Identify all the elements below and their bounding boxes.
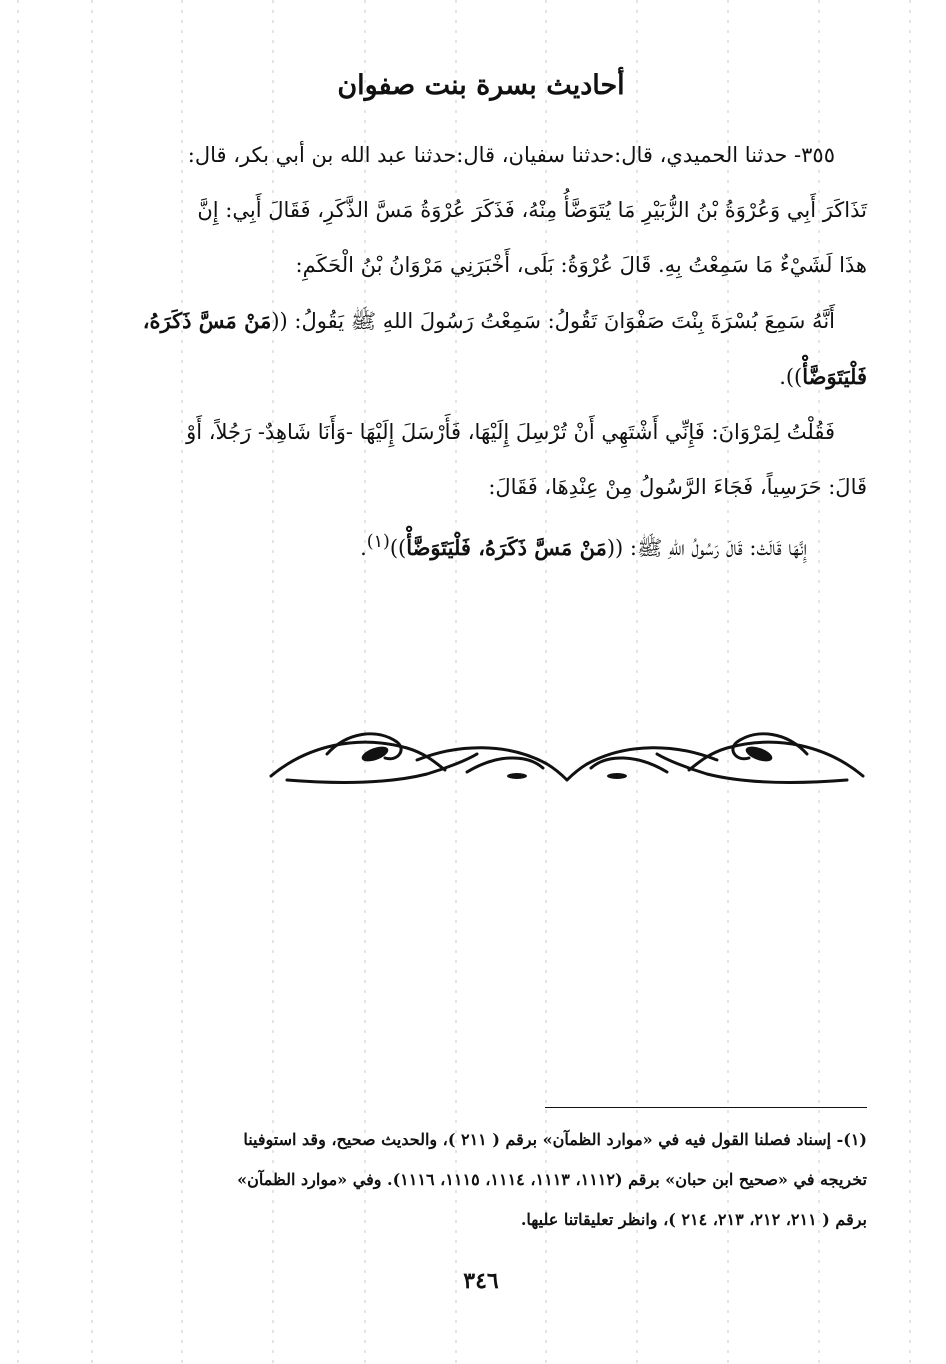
footnote-separator (545, 1107, 867, 1108)
hadith-line: قَالَ: حَرَسِياً، فَجَاءَ الرَّسُولُ مِنْ عِنْدِهَا، فَقَالَ: (488, 475, 867, 499)
footnote-line: برقم ( ٢١١، ٢١٢، ٢١٣، ٢١٤ )، وانظر تعليقاتنا عليها. (520, 1210, 867, 1229)
footnote-line: (١)- إسناد فصلنا القول فيه في «موارد الظمآن» برقم ( ٢١١ )، والحديث صحيح، وقد استوفينا (243, 1130, 867, 1149)
hadith-line: فَقُلْتُ لِمَرْوَانَ: فَإِنِّي أَشْتَهِي أَنْ تُرْسِلَ إِلَيْهَا، فَأَرْسَلَ إِلَيْهَا -وَأَنَا شَاهِدٌ- رَجُلاً، أَوْ (186, 420, 835, 444)
full-stop: . (360, 536, 367, 560)
book-page (95, 0, 867, 1364)
prophetic-quote: فَلْيَتَوَضَّأْ (802, 364, 867, 389)
footnote-line: تخريجه في «صحيح ابن حبان» برقم (١١١٢، ١١١٣، ١١١٤، ١١١٥، ١١١٦). وفي «موارد الظمآن» (237, 1170, 867, 1189)
page-title: أحاديث بسرة بنت صفوان (337, 70, 625, 101)
hadith-line: تَذَاكَرَ أَبِي وَعُرْوَةُ بْنُ الزُّبَيْرِ مَا يُتَوَضَّأُ مِنْهُ، فَذَكَرَ عُرْوَةُ مَسَّ الذَّكَرِ، فَقَالَ أَبِي: إِنَّ (197, 198, 867, 222)
page-number: ٣٤٦ (463, 1268, 499, 1294)
footnote-reference: (١) (366, 532, 390, 552)
decorative-ornament (267, 724, 867, 794)
hadith-line (95, 293, 867, 349)
hadith-line-text: إِنَّهَا قَالَتْ: قَالَ رَسُولُ اللهِ ﷺ: (( (606, 536, 807, 560)
hadith-text (95, 128, 867, 576)
hadith-line-text: أَنَّهُ سَمِعَ بُسْرَةَ بِنْتَ صَفْوَانَ تَقُولُ: سَمِعْتُ رَسُولَ اللهِ ﷺ يَقُولُ: (( (271, 309, 835, 333)
hadith-line: ٣٥٥- حدثنا الحميدي، قال:حدثنا سفيان، قال:حدثنا عبد الله بن أبي بكر، قال: (187, 143, 835, 167)
hadith-line (95, 515, 867, 576)
prophetic-quote: مَنْ مَسَّ ذَكَرَهُ، فَلْيَتَوَضَّأْ (406, 535, 607, 560)
prophetic-quote: مَنْ مَسَّ ذَكَرَهُ، (142, 308, 272, 333)
hadith-line (95, 349, 867, 405)
hadith-line: هذَا لَشَيْءٌ مَا سَمِعْتُ بِهِ. قَالَ عُرْوَةُ: بَلَى، أَخْبَرَنِي مَرْوَانُ بْنُ الْحَكَمِ: (295, 253, 867, 277)
footnote (95, 1120, 867, 1240)
quote-close: )) (389, 536, 407, 560)
quote-close: )). (779, 365, 803, 389)
